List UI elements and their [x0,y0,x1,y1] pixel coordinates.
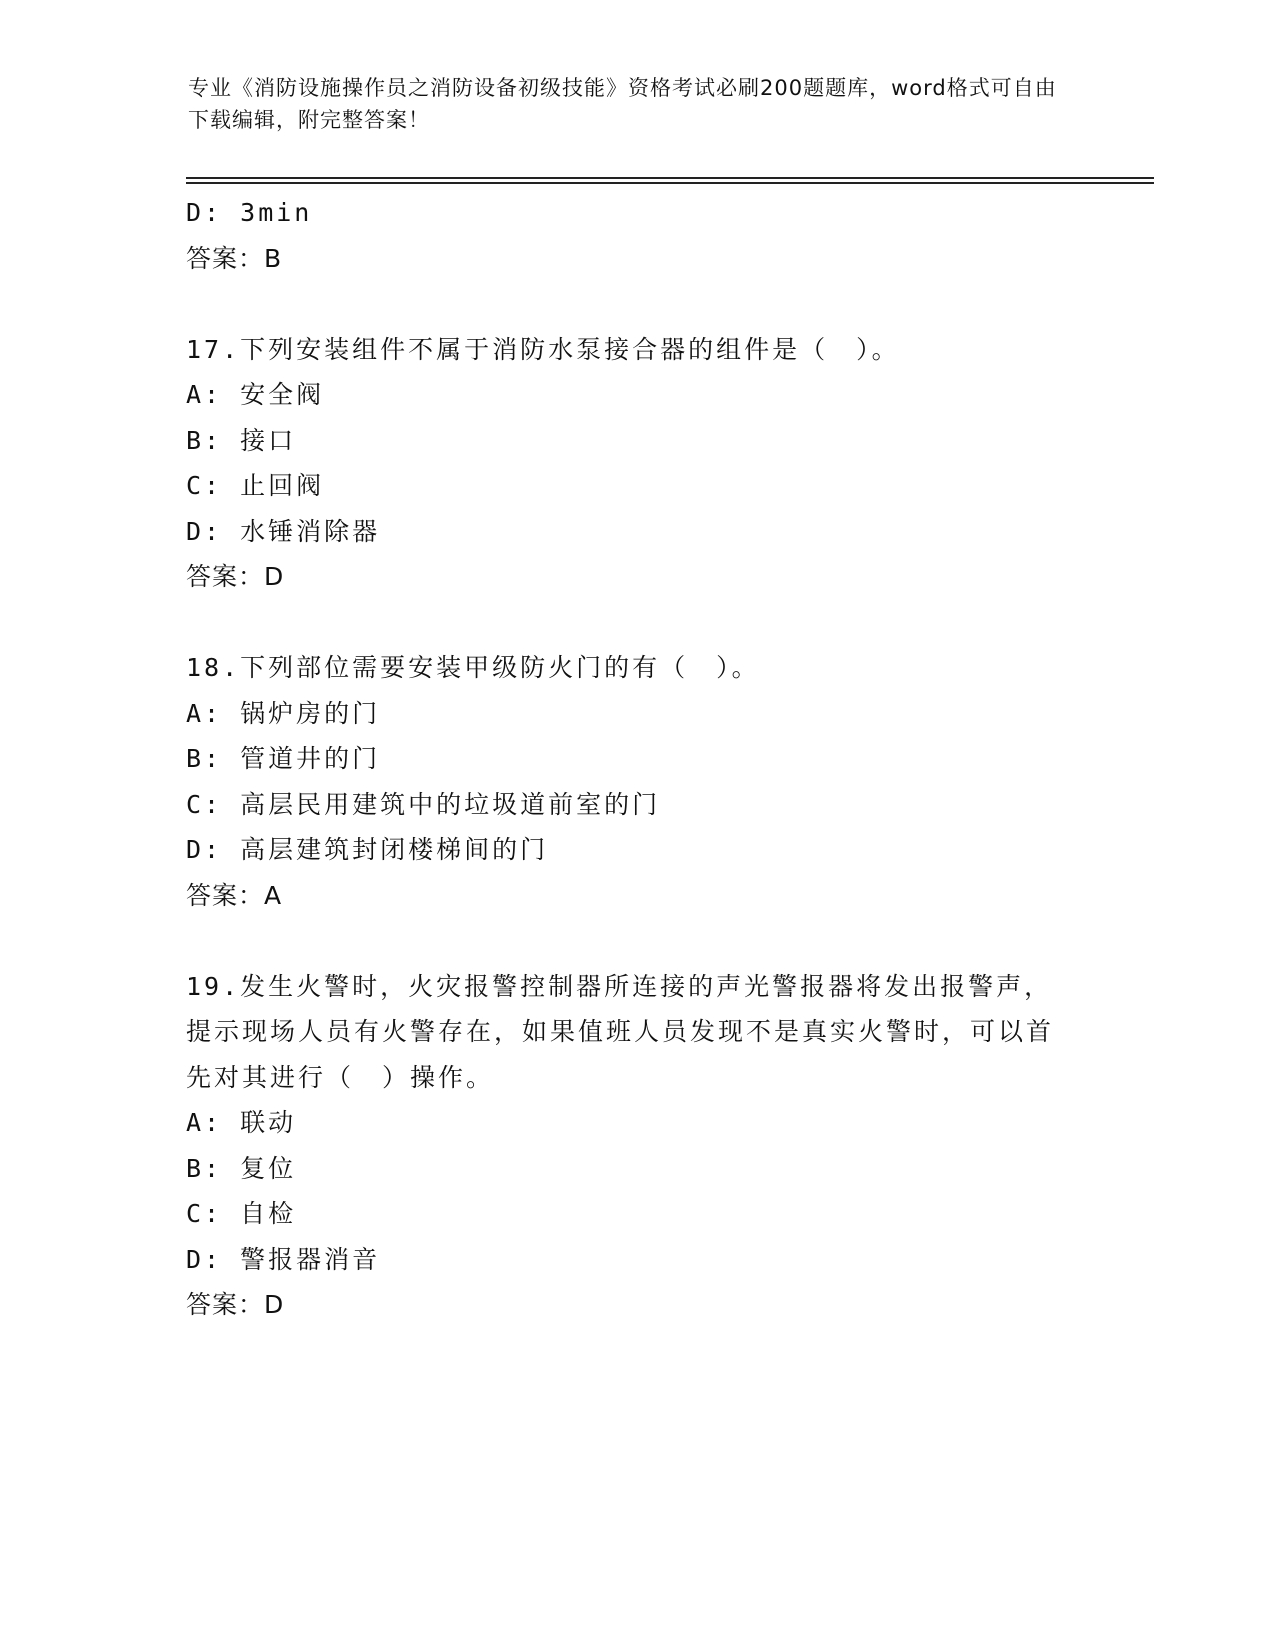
option-a: A: 联动 [186,1108,297,1137]
answer-line: 答案：B [186,243,283,273]
question-block [186,645,1066,918]
option-c: C: 止回阀 [186,471,325,500]
spacer [186,918,1066,964]
option-d: D: 高层建筑封闭楼梯间的门 [186,835,549,864]
option-d: D: 警报器消音 [186,1244,381,1274]
option-b: B: 复位 [186,1153,297,1183]
option-c: C: 自检 [186,1199,297,1228]
answer-line: 答案：D [186,562,285,591]
option-c: C: 高层民用建筑中的垃圾道前室的门 [186,789,661,819]
answer-line: 答案：D [186,1290,285,1319]
option-d: D: 水锤消除器 [186,516,381,546]
question-block [186,964,1066,1328]
option-a: A: 安全阀 [186,380,325,409]
question-block [186,327,1066,600]
option-a: A: 锅炉房的门 [186,698,381,728]
document-header: 专业《消防设施操作员之消防设备初级技能》资格考试必刷200题题库，word格式可自由下载编辑，附完整答案！ [188,76,1057,132]
answer-line: 答案：A [186,880,283,910]
header-divider-bottom [186,182,1154,184]
option-b: B: 接口 [186,425,297,455]
option-d: D: 3min [186,198,313,227]
question-text: 17.下列安装组件不属于消防水泵接合器的组件是（ ）。 [186,334,900,364]
header-divider-top [186,177,1154,179]
spacer [186,281,1066,327]
question-text: 18.下列部位需要安装甲级防火门的有（ ）。 [186,653,760,682]
document-body [186,190,1066,1328]
spacer [186,600,1066,646]
option-b: B: 管道井的门 [186,744,381,773]
question-text: 19.发生火警时，火灾报警控制器所连接的声光警报器将发出报警声，提示现场人员有火警存在，如果值班人员发现不是真实火警时，可以首先对其进行（ ）操作。 [186,971,1055,1092]
